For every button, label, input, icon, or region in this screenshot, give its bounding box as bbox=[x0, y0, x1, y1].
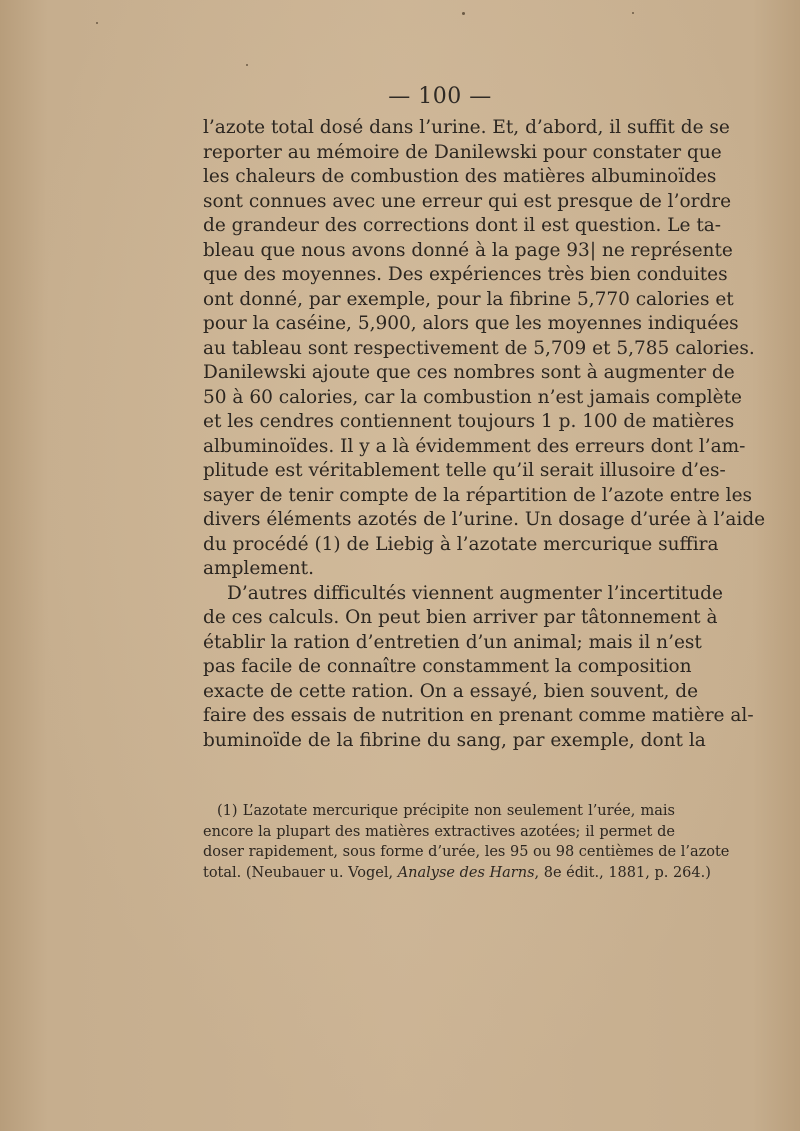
body-text bbox=[203, 116, 766, 753]
footnote-citation-text: total. (Neubauer u. Vogel, bbox=[203, 864, 398, 881]
body-line: exacte de cette ration. On a essayé, bien souvent, de bbox=[203, 680, 699, 702]
paper-speck bbox=[96, 22, 98, 24]
footnote bbox=[203, 801, 730, 883]
footnote-book-title: Analyse des Harns bbox=[397, 864, 535, 881]
paragraph-end-line: amplement. bbox=[203, 558, 314, 579]
footnote-line: doser rapidement, sous forme d’urée, les 95 ou 98 centièmes de l’azote bbox=[203, 844, 730, 860]
body-line: de grandeur des corrections dont il est question. Le ta- bbox=[203, 215, 722, 236]
body-line: l’azote total dosé dans l’urine. Et, d’abord, il suffit de se bbox=[203, 117, 730, 138]
body-line: pour la caséine, 5,900, alors que les moyennes indiquées bbox=[203, 313, 739, 334]
page-number: — 100 — bbox=[388, 84, 492, 109]
body-line: sont connues avec une erreur qui est presque de l’ordre bbox=[203, 190, 732, 212]
paper-speck bbox=[462, 12, 465, 15]
paper-speck bbox=[246, 64, 248, 66]
body-line: sayer de tenir compte de la répartition de l’azote entre les bbox=[203, 484, 753, 506]
body-line: faire des essais de nutrition en prenant comme matière al- bbox=[203, 705, 754, 726]
body-line: établir la ration d’entretien d’un animal; mais il n’est bbox=[203, 631, 702, 653]
body-line: pas facile de connaître constamment la composition bbox=[203, 656, 692, 677]
body-line: buminoïde de la fibrine du sang, par exemple, dont la bbox=[203, 729, 706, 751]
footnote-line: encore la plupart des matières extractives azotées; il permet de bbox=[203, 823, 675, 840]
paper-speck bbox=[632, 12, 634, 14]
body-line: plitude est véritablement telle qu’il serait illusoire d’es- bbox=[203, 460, 726, 481]
body-line: divers éléments azotés de l’urine. Un dosage d’urée à l’aide bbox=[203, 509, 766, 530]
body-line: de ces calculs. On peut bien arriver par tâtonnement à bbox=[203, 607, 718, 628]
body-line: albuminoïdes. Il y a là évidemment des erreurs dont l’am- bbox=[203, 435, 746, 457]
paragraph-start-line: D’autres difficultés viennent augmenter l’incertitude bbox=[227, 582, 723, 604]
body-line: 50 à 60 calories, car la combustion n’est jamais complète bbox=[203, 386, 742, 408]
footnote-line bbox=[203, 863, 711, 884]
footnote-line: (1) L’azotate mercurique précipite non seulement l’urée, mais bbox=[217, 803, 675, 819]
body-line: les chaleurs de combustion des matières albuminoïdes bbox=[203, 166, 717, 187]
footnote-citation-edition: , 8e édit., 1881, p. 264.) bbox=[534, 864, 711, 881]
body-line: reporter au mémoire de Danilewski pour constater que bbox=[203, 141, 722, 163]
body-line: ont donné, par exemple, pour la fibrine 5,770 calories et bbox=[203, 288, 734, 310]
body-line: au tableau sont respectivement de 5,709 et 5,785 calories. bbox=[203, 337, 755, 359]
body-line: Danilewski ajoute que ces nombres sont à augmenter de bbox=[203, 362, 735, 383]
body-line: du procédé (1) de Liebig à l’azotate mercurique suffira bbox=[203, 533, 719, 555]
body-line: que des moyennes. Des expériences très bien conduites bbox=[203, 264, 728, 285]
body-line: et les cendres contiennent toujours 1 p. 100 de matières bbox=[203, 411, 735, 432]
body-line: bleau que nous avons donné à la page 93| ne représente bbox=[203, 239, 733, 261]
